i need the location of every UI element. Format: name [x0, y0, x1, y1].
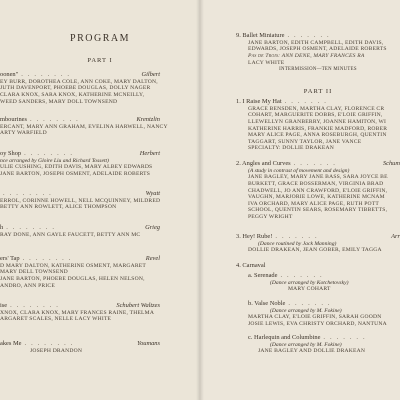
item-title: h [0, 224, 4, 231]
item-composer: Revel [145, 255, 160, 262]
right-item-4b: b. Valse Noble ....... (Dance arranged by M. Fokine) MARTHA CLAY, E'LOIE GRIFFIN, SARAH GOODN JOSIE LEWIS, EVA CHRISTY ORCHARD, NANTUNA [248, 300, 400, 328]
item-title: 1. I Raise My Hat [236, 98, 282, 105]
left-item-3: oy Shop ........ Herbert nce arranged by Gloire Liu and Richard Tossett) ULIE CUSHING, EDITH DAVIS, MARY ALBEY EDWARDS JANE BARTON, JOSEPH OSMENT, ADELAIDE ROBERTS [0, 150, 160, 177]
item-note: (Dance arranged by M. Fokine) [270, 341, 342, 348]
item-performers: ERCANT, MARY ANN GRAHAM, EVELINA HARWELL, NANCY ARTY WARFIELD [0, 123, 168, 137]
item-composer: Gilbert [141, 71, 160, 78]
item-title: oonen" [0, 71, 19, 78]
item-performers: ULIE CUSHING, EDITH DAVIS, MARY ALBEY EDWARDS JANE BARTON, JOSEPH OSMENT, ADELAIDE ROBERTS [0, 164, 153, 177]
item-performers: MARY COHART [288, 286, 331, 293]
item-composer: Arr [391, 233, 400, 240]
item-composer: Wyatt [145, 190, 160, 197]
item-note: (Dance arranged by Kotchetovsky) [270, 279, 349, 286]
item-performers: JOSEPH DRANDON [30, 347, 83, 354]
item-title: ers' Tap [0, 255, 20, 262]
right-item-4 [236, 262, 400, 270]
right-item-1: 1. I Raise My Hat ....... GRACE BENSDEN, MARTHA CLAY, FLORENCE CR COHART, MARGUERITE DOBBS, E'LOIE GRIFFIN, LLEWELLYN GRANBERRY, JOANNE HAMITON, WI KATHERINE HARRIS, FRANKIE MADFORD, ROBER MARY ALICE PAGE, ANNA ROSEBURGH, QUENTIN TAGGART, SUNNY TAYLOR, JANE VANCE SPECIALTY: DOLLIE DRAKEAN [236, 98, 400, 152]
item-performers: DOLLIE DRAKEAN, JEAN GOBER, EMILY TAGGA [248, 247, 382, 254]
right-page [200, 0, 400, 400]
left-item-8: akes Me ........ Youmans JOSEPH DRANDON [0, 340, 160, 354]
left-item-2: mbourines ........ Krentzlin ERCANT, MARY ANN GRAHAM, EVELINA HARWELL, NANCY ARTY WARFIELD [0, 116, 168, 137]
item-title: 3. Hey! Rube! [236, 233, 273, 240]
item-composer: Schum [382, 160, 400, 167]
intermission-note: INTERMISSION—TEN MINUTES [279, 67, 357, 72]
item-performers: EY BURR, DOROTHEA COLE, ANN COKE, MARY DALTON, JUTH DAVENPORT, PHOEBE DOUGLAS, DOLLY NAGER CLARA KNOX, SARA KNOX, KATHERINE MCNEILLY, WEED SANDERS, MARY DOLL TOWNSEND [0, 78, 158, 105]
left-item-4: ........ Wyatt ERROL, CORINNE HOWELL, NELL MCQUINNEY, MILDRED BETTY ANN ROWLETT, ALICE THOMPSON [0, 190, 161, 211]
item-performers: JANE BARTON, EDITH CAMPBELL, EDITH DAVIS, EDWARDS, JOSEPH OSMENT, ADELAIDE ROBERTS Pas de Trois: ANN DENE, MARY FRANCES RA LACY WHITE [248, 39, 387, 66]
item-performers: ERROL, CORINNE HOWELL, NELL MCQUINNEY, MILDRED BETTY ANN ROWLETT, ALICE THOMPSON [0, 197, 161, 211]
right-item-4c: c. Harlequin and Columbine ....... (Dance arranged by M. Fokine) JANE BAGLEY AND DOLLIE DRAKEAN [248, 334, 400, 355]
item-composer: Krentzlin [136, 116, 160, 123]
right-item-4a: a. Serenade ....... (Dance arranged by Kotchetovsky) MARY COHART [248, 272, 400, 293]
part-two-label: PART II [303, 88, 333, 95]
item-title: 2. Angles and Curves [236, 160, 291, 167]
program-heading: PROGRAM [70, 33, 130, 44]
left-item-5: h ........ Grieg RAY DONE, ANN GAYLE FAUCETT, BETTY ANN MC [0, 224, 160, 238]
item-title: mbourines [0, 116, 27, 123]
item-title: oy Shop [0, 150, 22, 157]
item-note: (Dance routined by Jack Manning) [258, 240, 337, 247]
item-performers: D MARY DALTON, KATHERINE OSMENT, MARGARET MARY DELL TOWNSEND JANE BARTON, PHOEBE DOUGLAS, HELEN NELSON, ANDRO, ANN PRICE [0, 262, 147, 289]
item-note: (A study in contrast of movement and design) [248, 167, 350, 174]
item-composer: Grieg [145, 224, 160, 231]
item-title: akes Me [0, 340, 22, 347]
item-title: 4. Carnaval [236, 262, 266, 269]
item-performers: JANE BAGLEY AND DOLLIE DRAKEAN [258, 348, 366, 355]
item-title: b. Valse Noble [248, 300, 286, 307]
item-performers: XNOX, CLARA KNOX, MARY FRANCES RAINE, THELMA ARGARET SCALES, NELLE LACY WHITE [0, 309, 155, 323]
right-item-2: 2. Angles and Curves ....... Schum (A study in contrast of movement and design) JANE BAGLEY, MARY JANE BASS, SARA JOYCE BE BURKETT, GRACE BOSSERMAN, VIRGINIA BRAD CHADWELL, JO ANN CRAWFORD, E'LOIE GRIFFIN, VAUGHN, MARJORIE LOWE, KATHERINE MCNAM IVA ORCHARD, MARY ALICE PAGE, RUTH POTT SCHOOL, QUENTIN SEARS, ROSEMARY TIBBETTS, PEGGY WRIGHT [236, 160, 400, 220]
item-title: 9. Ballet Miniature [236, 32, 285, 39]
item-performers: JANE BAGLEY, MARY JANE BASS, SARA JOYCE BE BURKETT, GRACE BOSSERMAN, VIRGINIA BRAD CHADWELL, JO ANN CRAWFORD, E'LOIE GRIFFIN, VAUGHN, MARJORIE LOWE, KATHERINE MCNAM IVA ORCHARD, MARY ALICE PAGE, RUTH POTT SCHOOL, QUENTIN SEARS, ROSEMARY TIBBETTS, PEGGY WRIGHT [248, 174, 388, 220]
item-performers: MARTHA CLAY, E'LOIE GRIFFIN, SARAH GOODN JOSIE LEWIS, EVA CHRISTY ORCHARD, NANTUNA [248, 314, 387, 327]
left-item-6: ers' Tap ........ Revel D MARY DALTON, KATHERINE OSMENT, MARGARET MARY DELL TOWNSEND JANE BARTON, PHOEBE DOUGLAS, HELEN NELSON, ANDRO, ANN PRICE [0, 255, 160, 289]
item-performers: RAY DONE, ANN GAYLE FAUCETT, BETTY ANN MC [0, 231, 141, 238]
right-item-9: 9. Ballet Miniature ....... JANE BARTON, EDITH CAMPBELL, EDITH DAVIS, EDWARDS, JOSEPH OSMENT, ADELAIDE ROBERTS Pas de Trois: ANN DENE, MARY FRANCES RA LACY WHITE [236, 32, 400, 66]
part-one-label: PART I [87, 57, 113, 64]
item-title: a. Serenade [248, 272, 278, 279]
item-note: nce arranged by Gloire Liu and Richard Tossett) [0, 157, 109, 164]
item-title: ise [0, 302, 8, 309]
right-item-3: 3. Hey! Rube! ....... Arr (Dance routined by Jack Manning) DOLLIE DRAKEAN, JEAN GOBER, EMILY TAGGA [236, 233, 400, 254]
item-composer: Herbert [139, 150, 160, 157]
left-item-1: oonen" ........ Gilbert EY BURR, DOROTHEA COLE, ANN COKE, MARY DALTON, JUTH DAVENPORT, PHOEBE DOUGLAS, DOLLY NAGER CLARA KNOX, SARA KNOX, KATHERINE MCNEILLY, WEED SANDERS, MARY DOLL TOWNSEND [0, 71, 160, 105]
left-item-7: ise ........ Schubert Waltzes XNOX, CLARA KNOX, MARY FRANCES RAINE, THELMA ARGARET SCALES, NELLE LACY WHITE [0, 302, 160, 323]
item-note: (Dance arranged by M. Fokine) [270, 307, 342, 314]
item-composer: Schubert Waltzes [116, 302, 160, 309]
item-performers: GRACE BENSDEN, MARTHA CLAY, FLORENCE CR COHART, MARGUERITE DOBBS, E'LOIE GRIFFIN, LLEWELLYN GRANBERRY, JOANNE HAMITON, WI KATHERINE HARRIS, FRANKIE MADFORD, ROBER MARY ALICE PAGE, ANNA ROSEBURGH, QUENTIN TAGGART, SUNNY TAYLOR, JANE VANCE SPECIALTY: DOLLIE DRAKEAN [248, 105, 388, 152]
item-composer: Youmans [137, 340, 160, 347]
item-title: c. Harlequin and Columbine [248, 334, 321, 341]
